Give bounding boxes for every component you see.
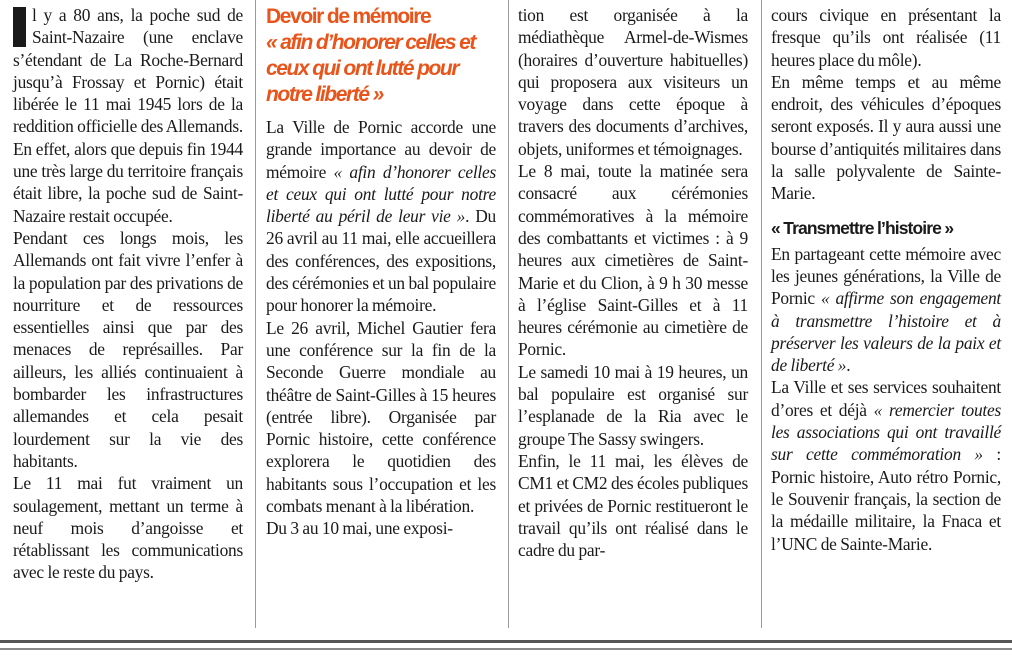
- paragraph: Le samedi 10 mai à 19 heures, un bal populaire est organisé sur l’esplanade de la Ria avec le groupe The Sassy swingers.: [518, 361, 748, 449]
- column-2: [266, 4, 496, 540]
- bottom-rule: [0, 648, 1012, 650]
- paragraph-text: La Ville de Pornic accorde une grande importance au devoir de mémoire: [266, 117, 496, 182]
- headline-line-1: Devoir de mémoire: [266, 5, 431, 28]
- paragraph: Le 11 mai fut vraiment un soulagement, mettant un terme à neuf mois d’angoisse et rétablissant les communications avec le reste du pays.: [13, 473, 243, 583]
- paragraph: [771, 376, 1001, 554]
- drop-cap: [13, 7, 26, 47]
- column-3: [518, 4, 748, 561]
- column-divider: [508, 0, 509, 628]
- column-divider: [761, 0, 762, 628]
- paragraph-text: . Du 26 avril au 11 mai, elle accueillera des conférences, des expositions, des cérémonies et un bal populaire pour honorer la mémoire.: [266, 206, 496, 316]
- column-1: [13, 4, 243, 584]
- paragraph: Le 8 mai, toute la matinée sera consacré aux cérémonies commémoratives à la mémoire des combattants et victimes : à 9 heures aux cimetières de Saint-Marie et du Clion, à 9 h 30 messe à l’église Saint-Gilles et à 11 heures cérémonie au cimetière de Pornic.: [518, 161, 748, 360]
- column-4: [771, 4, 1001, 555]
- paragraph: Pendant ces longs mois, les Allemands ont fait vivre l’enfer à la population par des privations de nourriture et de ressources essentielles ainsi que par des menaces de représailles. Par ailleurs, les alliés continuaient à bombarder les infrastructures allemandes et cela pesait lourdement sur la vie des habitants.: [13, 227, 243, 471]
- headline: [266, 4, 496, 108]
- paragraph-text: l y a 80 ans, la poche sud de Saint-Nazaire (une enclave s’étendant de La Roche-Bernard jusqu’à Frossay et Pornic) était libérée le 11 mai 1945 lors de la reddition officielle des Allemands. En effet, alors que depuis fin 1944 une très large du territoire français était libre, la poche sud de Saint-Nazaire restait occupée.: [13, 5, 243, 226]
- column-divider: [255, 0, 256, 628]
- bottom-rule: [0, 640, 1012, 643]
- paragraph: Enfin, le 11 mai, les élèves de CM1 et CM2 des écoles publiques et privées de Pornic restitueront le travail qu’ils ont réalisé dans le cadre du par-: [518, 450, 748, 561]
- subheading: « Transmettre l’histoire »: [771, 217, 954, 238]
- paragraph: Le 26 avril, Michel Gautier fera une conférence sur la fin de la Seconde Guerre mondiale au théâtre de Saint-Gilles à 15 heures (entrée libre). Organisée par Pornic histoire, cette conférence explorera le quotidien des habitants sous l’occupation et les combats menant à la libération.: [266, 317, 496, 517]
- paragraph: cours civique en présentant la fresque qu’ils ont réalisée (11 heures place du môle).: [771, 5, 1001, 70]
- paragraph-text: .: [846, 355, 851, 376]
- paragraph: [266, 116, 496, 317]
- paragraph-text: En partageant cette mémoire avec les jeunes générations, la Ville de Pornic: [771, 243, 1001, 309]
- paragraph: tion est organisée à la médiathèque Armel-de-Wismes (horaires d’ouverture habituelles) qui proposera aux visiteurs un voyage dans cette époque à travers des documents d’archives, objets, uniformes et témoignages.: [518, 5, 748, 159]
- paragraph: [13, 4, 243, 227]
- paragraph: En même temps et au même endroit, des véhicules d’époques seront exposés. Il y aura aussi une bourse d’antiquités militaires dans la salle polyvalente de Sainte-Marie.: [771, 71, 1001, 204]
- quote: « remercier toutes les associations qui ont travaillé sur cette commémoration »: [771, 399, 1001, 465]
- quote: « afin d’honorer celles et ceux qui ont lutté pour notre liberté au péril de leur vie »: [266, 161, 496, 227]
- quote: « affirme son engagement à transmettre l’histoire et à préserver les valeurs de la paix et de liberté »: [771, 288, 1001, 376]
- paragraph: Du 3 au 10 mai, une exposi-: [266, 518, 453, 539]
- paragraph-text: : Pornic histoire, Auto rétro Pornic, le Souvenir français, la section de la médaille militaire, la Fnaca et l’UNC de Sainte-Marie.: [771, 444, 1001, 554]
- headline-line-2: « afin d’honorer celles et ceux qui ont lutté pour notre liberté »: [266, 31, 476, 106]
- paragraph-text: La Ville et ses services souhaitent d’ores et déjà: [771, 377, 1001, 420]
- paragraph: [771, 243, 1001, 377]
